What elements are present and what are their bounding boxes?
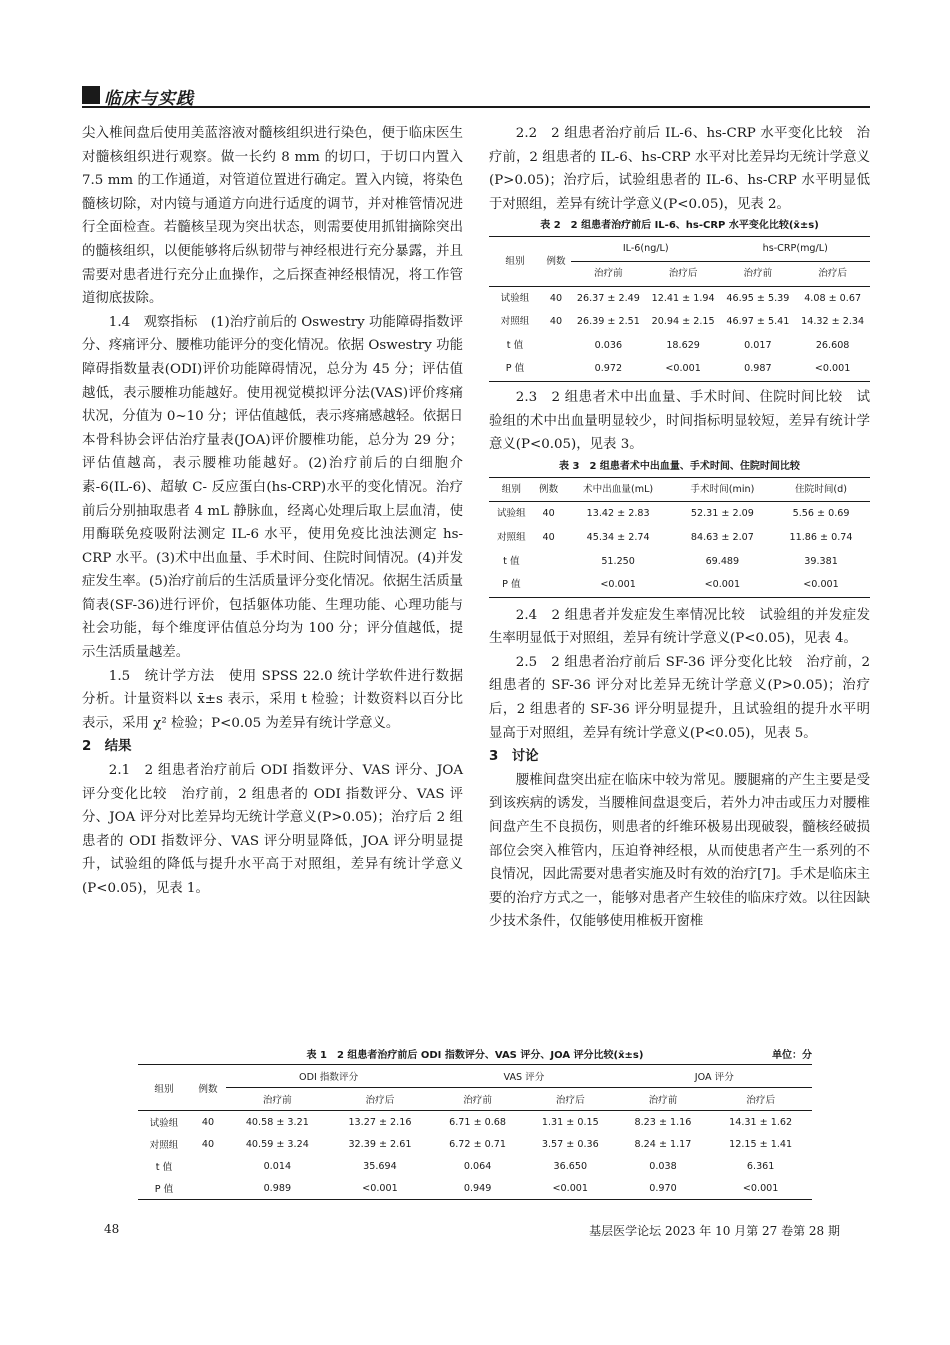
table-cell: 26.39 ± 2.51 bbox=[576, 316, 640, 328]
paragraph: 1.5 统计学方法 使用 SPSS 22.0 统计学软件进行数据分析。计量资料以 x̄±s 表示，采用 t 检验；计数资料以百分比表示，采用 χ² 检验；P<0.05 为差异有统计学意义。 bbox=[82, 668, 463, 731]
table2 bbox=[489, 236, 870, 382]
table-cell: 0.064 bbox=[463, 1160, 492, 1172]
paragraph: 2.5 2 组患者治疗前后 SF-36 评分变化比较 治疗前，2 组患者的 SF-36 评分对比差异无统计学意义(P>0.05)；治疗后，2 组患者的 SF-36 评分明显提升，且试验组的提升水平明显高于对照组，差异有统计学意义(P<0.05)，见表 5。 bbox=[489, 654, 870, 741]
paragraph: 尖入椎间盘后使用美蓝溶液对髓核组织进行染色，便于临床医生对髓核组织进行观察。做一长约 8 mm 的切口，于切口内置入 7.5 mm 的工作通道，对管道位置进行确定。置入内镜，将染色髓核切除，对内镜与通道方向进行适度的调节，并对椎管情况进行全面检查。若髓核呈现为突出状态，则需要使用抓钳摘除突出的髓核组织，以便能够将后纵韧带与神经根进行充分暴露，并且需要对患者进行充分止血操作，之后探查神经根情况，将工作管道彻底拔除。 bbox=[82, 126, 463, 307]
table-cell: 对照组 bbox=[149, 1140, 179, 1151]
section-title: 临床与实践 bbox=[104, 89, 194, 109]
table1-wrap bbox=[138, 1046, 812, 1200]
table-cell bbox=[190, 1177, 226, 1200]
table-cell: 45.34 ± 2.74 bbox=[586, 531, 650, 543]
table3-header-cell: 住院时间(d) bbox=[772, 477, 870, 502]
table-cell: P 值 bbox=[138, 1177, 190, 1200]
table2-header-before: 治疗前 bbox=[571, 261, 646, 286]
table-cell: 52.31 ± 2.09 bbox=[690, 508, 754, 520]
table2-header-after: 治疗后 bbox=[795, 261, 870, 286]
table-cell: <0.001 bbox=[524, 1177, 617, 1200]
table-cell: <0.001 bbox=[329, 1177, 432, 1200]
running-header bbox=[82, 82, 870, 108]
table2-caption: 表 2 2 组患者治疗前后 IL-6、hs-CRP 水平变化比较(x̄±s) bbox=[540, 220, 819, 232]
table-cell: 69.489 bbox=[705, 555, 740, 567]
header-rule bbox=[82, 106, 870, 108]
table-cell: 26.37 ± 2.49 bbox=[576, 292, 640, 304]
table3-header-cell: 组别 bbox=[489, 477, 534, 502]
table-cell: 0.970 bbox=[617, 1177, 710, 1200]
table-row bbox=[489, 334, 870, 358]
table-cell: <0.001 bbox=[564, 573, 673, 597]
table-cell: 试验组 bbox=[149, 1118, 179, 1129]
table1-header-vas: VAS 评分 bbox=[431, 1065, 616, 1088]
journal-info: 基层医学论坛 2023 年 10 月第 27 卷第 28 期 bbox=[589, 1224, 840, 1238]
table-cell: <0.001 bbox=[709, 1177, 812, 1200]
table1-header-group: 组别 bbox=[138, 1065, 190, 1111]
table-cell: 12.15 ± 1.41 bbox=[729, 1138, 793, 1150]
table-row bbox=[138, 1155, 812, 1177]
table-row bbox=[138, 1177, 812, 1200]
table-cell: 18.629 bbox=[666, 339, 700, 351]
table-row bbox=[489, 526, 870, 550]
paragraph: 2.4 2 组患者并发症发生率情况比较 试验组的并发症发生率明显低于对照组，差异有统计学意义(P<0.05)，见表 4。 bbox=[489, 607, 870, 647]
table-cell: t 值 bbox=[503, 555, 520, 567]
page-number: 48 bbox=[104, 1222, 120, 1236]
table-row bbox=[489, 550, 870, 574]
table-row bbox=[489, 357, 870, 381]
table-cell: 对照组 bbox=[496, 531, 526, 543]
table-cell: 84.63 ± 2.07 bbox=[690, 531, 754, 543]
table-cell: 4.08 ± 0.67 bbox=[804, 292, 862, 304]
table-cell: 6.72 ± 0.71 bbox=[449, 1138, 507, 1150]
table-row bbox=[489, 502, 870, 526]
right-column bbox=[489, 122, 870, 934]
table-cell: 8.23 ± 1.16 bbox=[634, 1116, 692, 1128]
table-cell: t 值 bbox=[506, 339, 524, 351]
table-cell: 12.41 ± 1.94 bbox=[651, 292, 715, 304]
table-cell: <0.001 bbox=[646, 357, 721, 381]
table-cell: P 值 bbox=[489, 357, 541, 381]
table-cell: 40 bbox=[201, 1138, 215, 1150]
table-cell: 13.42 ± 2.83 bbox=[586, 508, 650, 520]
section-heading: 3 讨论 bbox=[489, 749, 539, 765]
table-row bbox=[138, 1111, 812, 1134]
table-cell: 试验组 bbox=[500, 292, 530, 304]
table-row bbox=[489, 573, 870, 597]
table-cell: 0.038 bbox=[649, 1160, 677, 1172]
table-cell: 0.949 bbox=[431, 1177, 524, 1200]
table-cell: 6.71 ± 0.68 bbox=[449, 1116, 507, 1128]
table2-header-n: 例数 bbox=[541, 237, 571, 286]
table1-caption: 表 1 2 组患者治疗前后 ODI 指数评分、VAS 评分、JOA 评分比较(x̄±s) bbox=[306, 1050, 644, 1061]
left-column bbox=[82, 122, 463, 901]
table1-header-after: 治疗后 bbox=[329, 1088, 432, 1111]
table1 bbox=[138, 1064, 812, 1200]
table1-header-before: 治疗前 bbox=[431, 1088, 524, 1111]
table2-header-crp: hs-CRP(mg/L) bbox=[721, 237, 871, 262]
table-cell: 0.014 bbox=[263, 1160, 292, 1172]
paragraph: 2.3 2 组患者术中出血量、手术时间、住院时间比较 试验组的术中出血量明显较少，时间指标明显较短，差异有统计学意义(P<0.05)，见表 3。 bbox=[489, 389, 870, 453]
table1-unit: 单位：分 bbox=[772, 1050, 812, 1061]
table-cell: <0.001 bbox=[772, 573, 870, 597]
table-cell: 40.59 ± 3.24 bbox=[245, 1138, 309, 1150]
table-cell: 14.32 ± 2.34 bbox=[801, 316, 865, 328]
table-cell bbox=[541, 357, 571, 381]
table-cell: 3.57 ± 0.36 bbox=[541, 1138, 599, 1150]
table-cell: 51.250 bbox=[601, 555, 635, 567]
table-cell: 20.94 ± 2.15 bbox=[651, 316, 715, 328]
table-cell: 40 bbox=[542, 508, 555, 520]
table-cell: 1.31 ± 0.15 bbox=[541, 1116, 599, 1128]
table1-header-odi: ODI 指数评分 bbox=[226, 1065, 431, 1088]
table1-header-before: 治疗前 bbox=[226, 1088, 329, 1111]
table-cell: <0.001 bbox=[673, 573, 772, 597]
table-cell: 0.036 bbox=[594, 339, 623, 351]
table-cell bbox=[534, 573, 564, 597]
table-cell: 试验组 bbox=[496, 508, 526, 520]
table2-header-after: 治疗后 bbox=[646, 261, 721, 286]
paragraph: 1.4 观察指标 (1)治疗前后的 Oswestry 功能障碍指数评分、疼痛评分、腰椎功能评分的变化情况。依据 Oswestry 功能障碍指数量表(ODI)评价功能障碍情况，总分为 45 分；评估值越低，表示腰椎功能越好。使用视觉模拟评分法(VAS)评价疼痛状况，分值为 0~10 分；评估值越低，表示疼痛感越轻。依据日本骨科协会评估治疗量表(JOA)评价腰椎功能，总分为 29 分；评估值越高，表示腰椎功能越好。(2)治疗前后的白细胞介素-6(IL-6)、超敏 C- 反应蛋白(hs-CRP)水平的变化情况。治疗前后分别抽取患者 4 mL 静脉血，经离心处理后取上层血清，使用酶联免疫吸附法测定 IL-6 水平，使用免疫比浊法测定 hs-CRP 水平。(3)术中出血量、手术时间、住院时间情况。(4)并发症发生率。(5)治疗前后的生活质量评分变化情况。依据生活质量简表(SF-36)进行评价，包括躯体功能、生理功能、心理功能与社会功能，每个维度评估值总分均为 100 分；评分值越低，提示生活质量越差。 bbox=[82, 314, 463, 661]
table-cell bbox=[534, 550, 564, 574]
table-cell: 40 bbox=[549, 316, 563, 328]
table-cell: t 值 bbox=[155, 1162, 173, 1173]
table-cell: 11.86 ± 0.74 bbox=[789, 531, 853, 543]
table-cell: 35.694 bbox=[363, 1160, 397, 1172]
table-cell: 46.97 ± 5.41 bbox=[726, 316, 790, 328]
table2-header-group: 组别 bbox=[489, 237, 541, 286]
table1-header-before: 治疗前 bbox=[617, 1088, 710, 1111]
table-cell: 0.972 bbox=[571, 357, 646, 381]
paragraph: 2.2 2 组患者治疗前后 IL-6、hs-CRP 水平变化比较 治疗前，2 组患者的 IL-6、hs-CRP 水平对比差异均无统计学意义(P>0.05)；治疗后，试验组患者的 IL-6、hs-CRP 水平明显低于对照组，差异有统计学意义(P<0.05)，见表 2。 bbox=[489, 126, 870, 212]
table-row bbox=[489, 286, 870, 310]
table1-header-after: 治疗后 bbox=[524, 1088, 617, 1111]
table1-header-n: 例数 bbox=[190, 1065, 226, 1111]
table3-header-cell: 例数 bbox=[534, 477, 564, 502]
table-cell bbox=[190, 1155, 226, 1177]
table3 bbox=[489, 477, 870, 598]
section-heading: 2 结果 bbox=[82, 739, 132, 755]
table-cell: 0.017 bbox=[744, 339, 772, 351]
table-cell: 40 bbox=[542, 531, 555, 543]
table-cell: 0.987 bbox=[721, 357, 796, 381]
paragraph: 2.1 2 组患者治疗前后 ODI 指数评分、VAS 评分、JOA 评分变化比较 治疗前，2 组患者的 ODI 指数评分、VAS 评分、JOA 评分对比差异均无统计学意义(P>0.05)；治疗后 2 组患者的 ODI 指数评分、VAS 评分明显降低，JOA 评分明显提升，试验组的降低与提升水平高于对照组，差异有统计学意义(P<0.05)，见表 1。 bbox=[82, 763, 463, 896]
table1-header-after: 治疗后 bbox=[709, 1088, 812, 1111]
table-cell: 5.56 ± 0.69 bbox=[792, 508, 850, 520]
table1-header-joa: JOA 评分 bbox=[617, 1065, 812, 1088]
header-block-icon bbox=[82, 86, 100, 104]
table2-header-before: 治疗前 bbox=[721, 261, 796, 286]
table-cell: 8.24 ± 1.17 bbox=[634, 1138, 692, 1150]
table3-caption: 表 3 2 组患者术中出血量、手术时间、住院时间比较 bbox=[559, 460, 800, 472]
table-cell: 46.95 ± 5.39 bbox=[726, 292, 790, 304]
table-cell: 6.361 bbox=[746, 1160, 775, 1172]
table-row bbox=[138, 1133, 812, 1155]
table-cell: 36.650 bbox=[553, 1160, 588, 1172]
table-cell: 39.381 bbox=[804, 555, 838, 567]
table-cell: 40.58 ± 3.21 bbox=[245, 1116, 309, 1128]
table-cell bbox=[541, 334, 571, 358]
table2-header-il6: IL-6(ng/L) bbox=[571, 237, 721, 262]
table-cell: 0.989 bbox=[226, 1177, 329, 1200]
table-cell: 13.27 ± 2.16 bbox=[348, 1116, 412, 1128]
table3-header-cell: 术中出血量(mL) bbox=[564, 477, 673, 502]
paragraph: 腰椎间盘突出症在临床中较为常见。腰腿痛的产生主要是受到该疾病的诱发，当腰椎间盘退变后，若外力冲击或压力对腰椎间盘产生不良损伤，则患者的纤维环极易出现破裂，髓核经破损部位会突入椎管内，压迫脊神经根，从而使患者产生一系列的不良情况，因此需要对患者实施及时有效的治疗[7]。手术是临床主要的治疗方式之一，能够对患者产生较佳的临床疗效。以往因缺少技术条件，仅能够使用椎板开窗椎 bbox=[489, 772, 870, 930]
table-row bbox=[489, 310, 870, 334]
table-cell: P 值 bbox=[489, 573, 534, 597]
table-cell: 14.31 ± 1.62 bbox=[729, 1116, 793, 1128]
table-cell: 对照组 bbox=[500, 316, 530, 328]
table-cell: <0.001 bbox=[795, 357, 870, 381]
table-cell: 26.608 bbox=[815, 339, 850, 351]
table-cell: 32.39 ± 2.61 bbox=[348, 1138, 412, 1150]
table-cell: 40 bbox=[201, 1116, 215, 1128]
table3-header-cell: 手术时间(min) bbox=[673, 477, 772, 502]
table-cell: 40 bbox=[549, 292, 563, 304]
